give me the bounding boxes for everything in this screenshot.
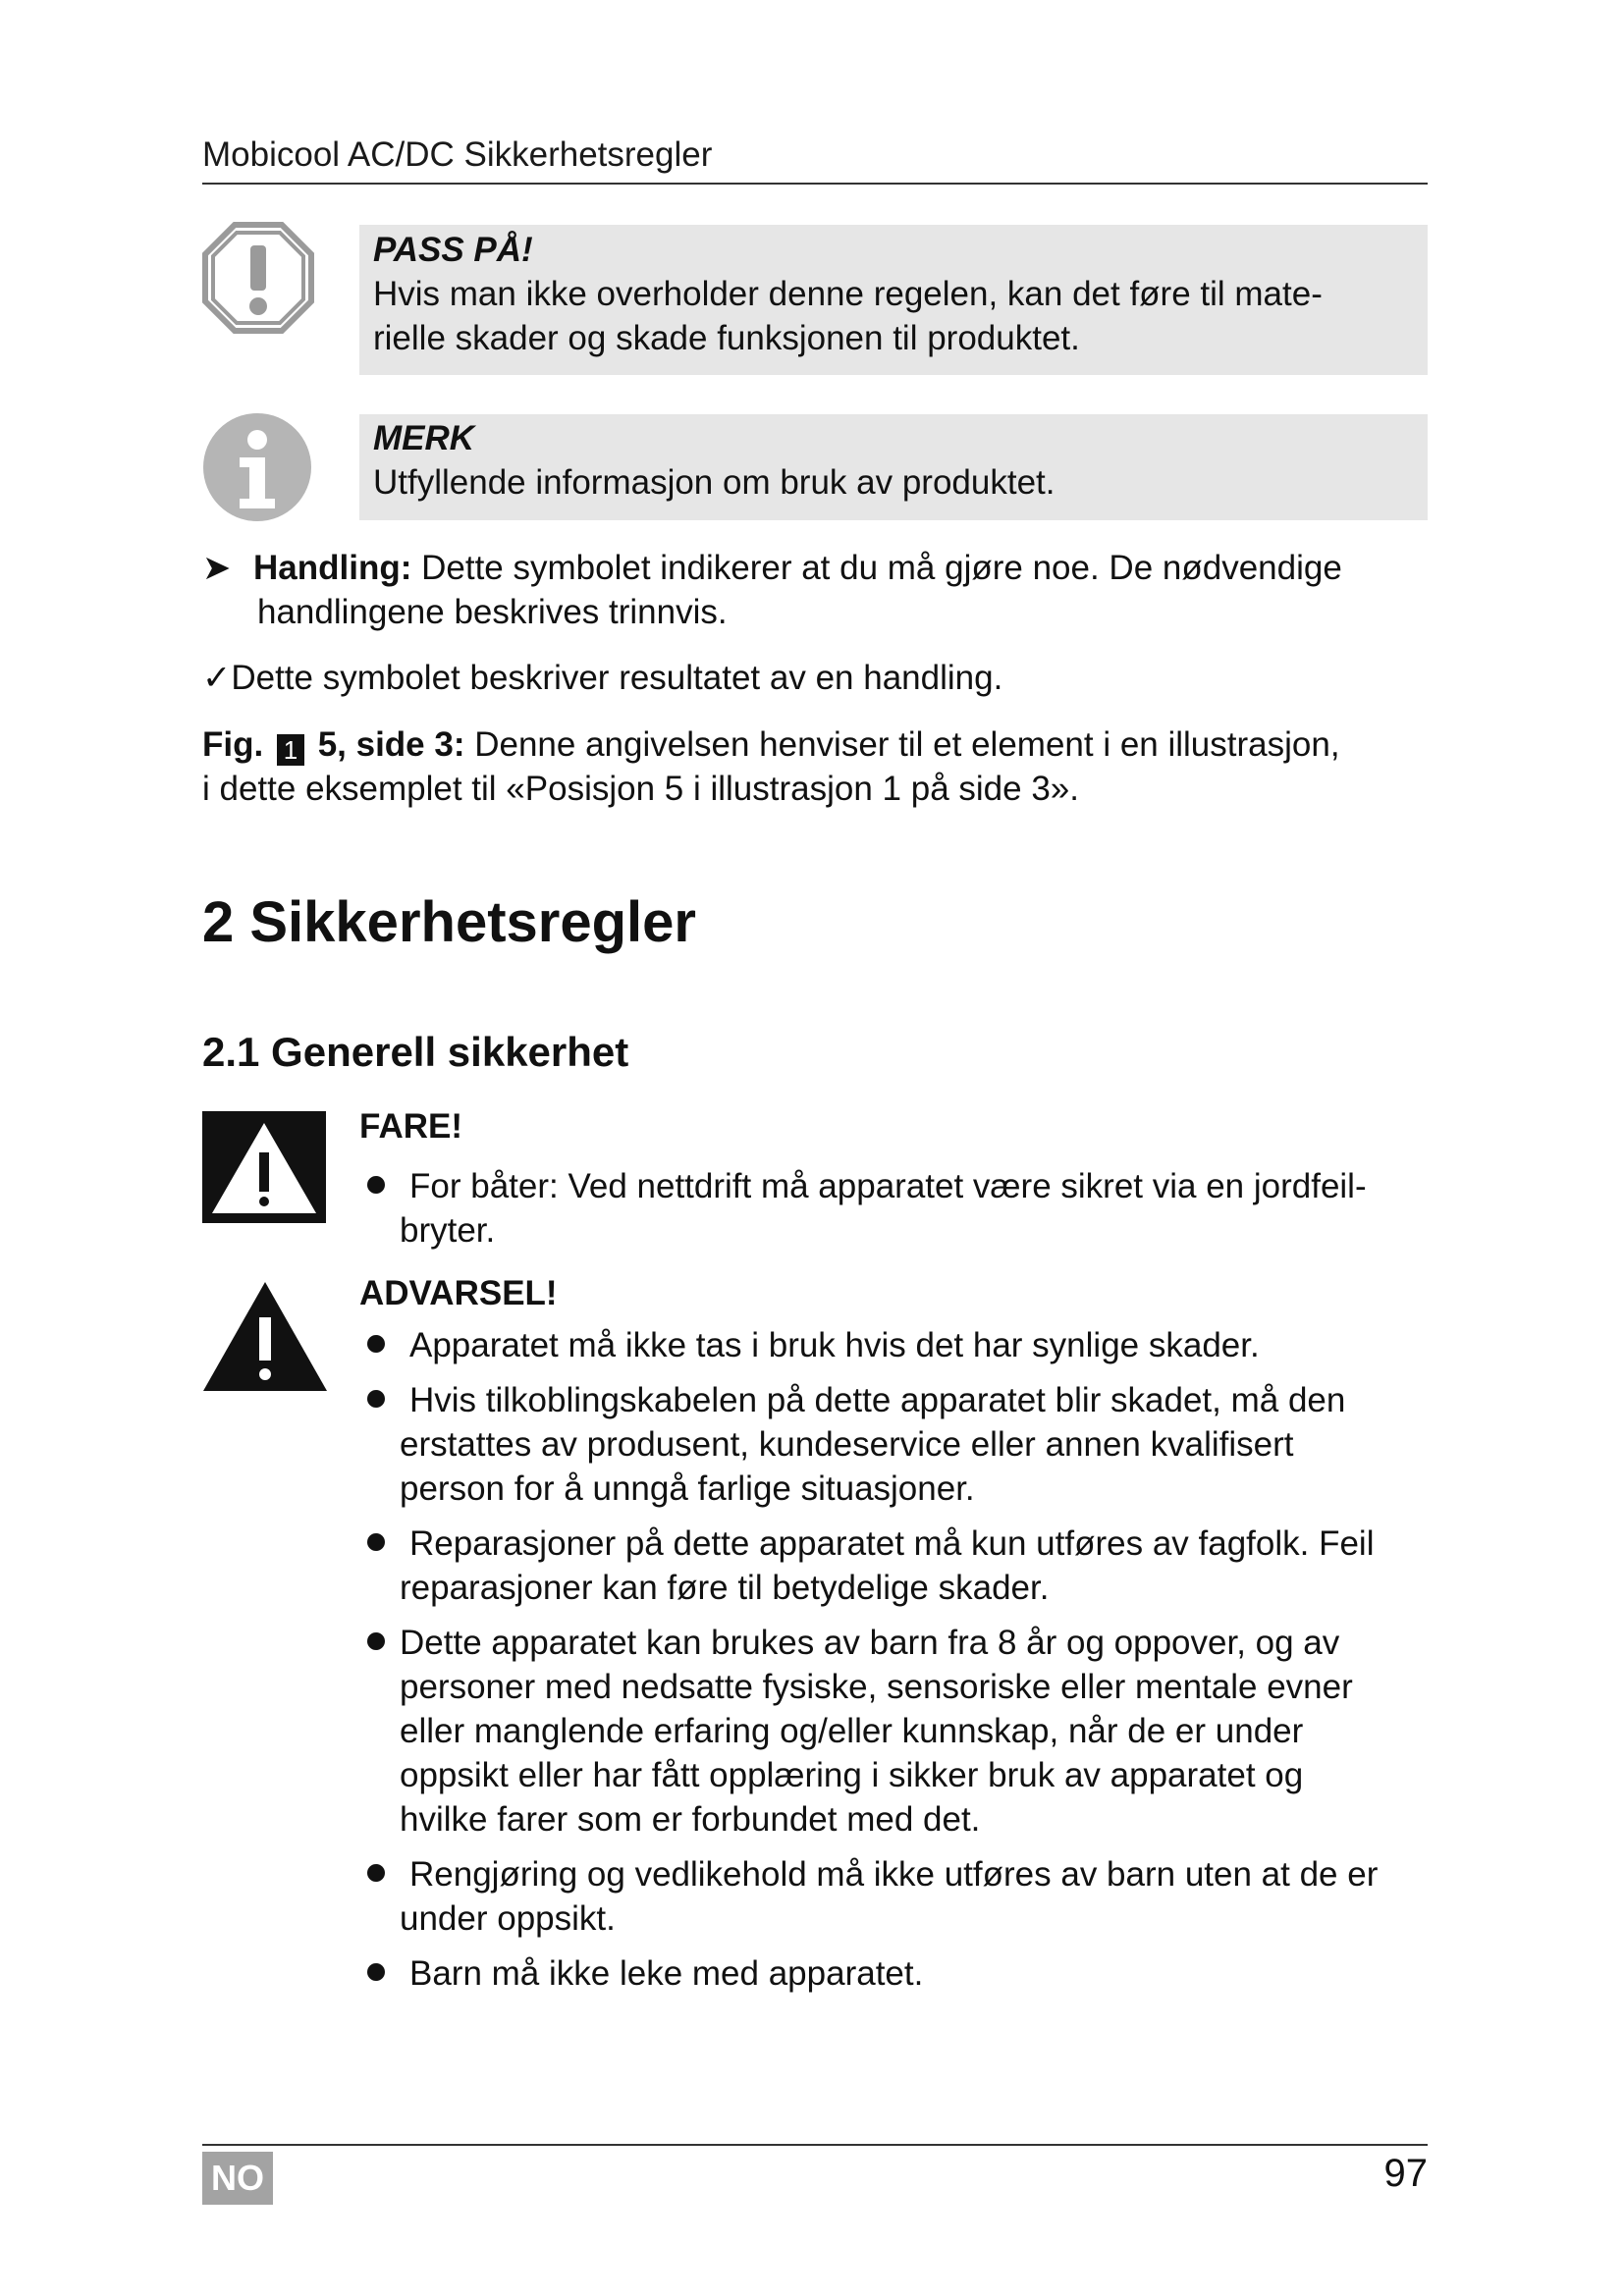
caution-text-line: Hvis man ikke overholder denne regelen, kan det føre til mate-	[373, 275, 1323, 313]
section-heading: 2 Sikkerhetsregler	[202, 890, 696, 954]
action-label: Handling:	[253, 549, 412, 587]
list-item: Apparatet må ikke tas i bruk hvis det har synlige skader.	[359, 1323, 1439, 1367]
caution-title: PASS PÅ!	[373, 231, 533, 269]
warning-icon	[202, 1280, 328, 1392]
action-arrow-icon: ➤	[202, 549, 232, 587]
action-text-line: Dette symbolet indikerer at du må gjøre noe. De nødvendige	[421, 549, 1342, 587]
result-text: Dette symbolet beskriver resultatet av en handling.	[231, 659, 1003, 697]
fig-text-line: Denne angivelsen henviser til et element i en illustrasjon,	[474, 725, 1340, 764]
caution-text-line: rielle skader og skade funksjonen til produktet.	[373, 319, 1080, 357]
fig-label: Fig.	[202, 725, 264, 764]
warning-block	[359, 1274, 1439, 2006]
fig-ref: 5, side 3:	[317, 725, 465, 764]
fig-number-badge: 1	[277, 734, 304, 766]
danger-title: FARE!	[359, 1107, 462, 1146]
subsection-heading: 2.1 Generell sikkerhet	[202, 1029, 629, 1075]
note-callout	[359, 414, 1428, 520]
caution-callout	[359, 225, 1428, 375]
figure-reference-paragraph	[202, 722, 1439, 811]
page-number: 97	[1383, 2152, 1428, 2195]
list-item: Barn må ikke leke med apparatet.	[359, 1951, 1439, 1996]
warning-list	[359, 1323, 1439, 1996]
danger-icon	[202, 1111, 326, 1223]
caution-icon	[202, 222, 314, 334]
note-text: Utfyllende informasjon om bruk av produktet.	[373, 463, 1056, 502]
running-header: Mobicool AC/DC Sikkerhetsregler	[202, 135, 713, 174]
note-title: MERK	[373, 419, 475, 457]
list-item: Dette apparatet kan brukes av barn fra 8 år og oppover, og av personer med nedsatte fysiske, sensoriske eller mentale evner eller manglende erfaring og/eller kunnskap, når de er under oppsikt eller har fått opplæring i sikker bruk av apparatet og hvilke farer som er forbundet med det.	[359, 1621, 1439, 1842]
header-divider	[202, 183, 1428, 185]
danger-list	[359, 1164, 1439, 1253]
fig-text-line: i dette eksemplet til «Posisjon 5 i illustrasjon 1 på side 3».	[202, 770, 1079, 808]
result-paragraph	[202, 656, 1439, 700]
warning-title: ADVARSEL!	[359, 1274, 558, 1312]
action-paragraph	[202, 546, 1439, 634]
list-item: For båter: Ved nettdrift må apparatet være sikret via en jordfeil- bryter.	[359, 1164, 1439, 1253]
list-item: Reparasjoner på dette apparatet må kun utføres av fagfolk. Feil reparasjoner kan føre til betydelige skader.	[359, 1522, 1439, 1610]
danger-block	[359, 1107, 1439, 1263]
action-text-line: handlingene beskrives trinnvis.	[257, 593, 728, 631]
info-icon	[202, 412, 312, 522]
list-item: Hvis tilkoblingskabelen på dette apparatet blir skadet, må den erstattes av produsent, kundeservice eller annen kvalifisert person for å unngå farlige situasjoner.	[359, 1378, 1439, 1511]
language-badge: NO	[202, 2152, 273, 2205]
footer-divider	[202, 2144, 1428, 2146]
list-item: Rengjøring og vedlikehold må ikke utføres av barn uten at de er under oppsikt.	[359, 1852, 1439, 1941]
checkmark-icon: ✓	[202, 659, 232, 697]
